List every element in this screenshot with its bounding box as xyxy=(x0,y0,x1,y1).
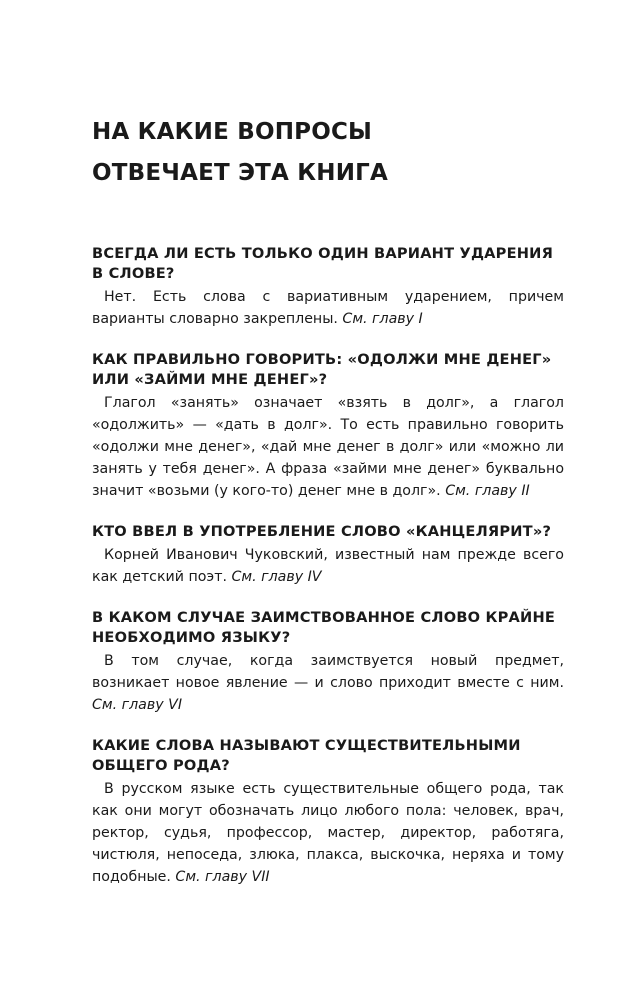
question-text: КАКИЕ СЛОВА НАЗЫВАЮТ СУЩЕСТВИТЕЛЬНЫМИ ОБЩЕГО РОДА? xyxy=(92,737,521,774)
chapter-reference: См. главу VII xyxy=(175,869,270,885)
answer-body: Корней Иванович Чуковский, известный нам прежде всего как детский поэт. xyxy=(92,547,564,585)
answer-text xyxy=(92,392,564,502)
question-text: КТО ВВЕЛ В УПОТРЕБЛЕНИЕ СЛОВО «КАНЦЕЛЯРИТ»? xyxy=(92,523,552,540)
qa-item-5 xyxy=(92,736,564,888)
answer-body: Глагол «занять» означает «взять в долг», а глагол «одолжить» — «дать в долг». То есть правильно говорить «одолжи мне денег», «дай мне денег в долг» или «можно ли занять у тебя денег». А фраза «займи мне денег» буквально значит «возьми (у кого-то) денег мне в долг». xyxy=(92,395,564,499)
page-title xyxy=(92,112,564,194)
answer-body: В том случае, когда заимствуется новый предмет, возникает новое явление — и слово приходит вместе с ним. xyxy=(92,653,564,691)
answer-body: В русском языке есть существительные общего рода, так как они могут обозначать лицо любого пола: человек, врач, ректор, судья, профессор, мастер, директор, работяга, чистюля, непоседа, злюка, плакса, выскочка, неряха и тому подобные. xyxy=(92,781,564,885)
page-title-line-2: ОТВЕЧАЕТ ЭТА КНИГА xyxy=(92,160,389,186)
book-page xyxy=(92,112,564,908)
page-title-line-1: НА КАКИЕ ВОПРОСЫ xyxy=(92,119,373,145)
chapter-reference: См. главу I xyxy=(342,311,423,327)
chapter-reference: См. главу II xyxy=(445,483,530,499)
answer-text xyxy=(92,286,564,330)
answer-text xyxy=(92,778,564,888)
answer-body: Нет. Есть слова с вариативным ударением, причем варианты словарно закреплены. xyxy=(92,289,564,327)
question-text: ВСЕГДА ЛИ ЕСТЬ ТОЛЬКО ОДИН ВАРИАНТ УДАРЕНИЯ В СЛОВЕ? xyxy=(92,245,554,282)
qa-item-4 xyxy=(92,608,564,716)
qa-item-2 xyxy=(92,350,564,502)
question-text: В КАКОМ СЛУЧАЕ ЗАИМСТВОВАННОЕ СЛОВО КРАЙНЕ НЕОБХОДИМО ЯЗЫКУ? xyxy=(92,609,556,646)
qa-item-3 xyxy=(92,522,564,588)
answer-text xyxy=(92,544,564,588)
answer-text xyxy=(92,650,564,716)
qa-item-1 xyxy=(92,244,564,330)
chapter-reference: См. главу VI xyxy=(92,697,183,713)
chapter-reference: См. главу IV xyxy=(231,569,322,585)
question-text: КАК ПРАВИЛЬНО ГОВОРИТЬ: «ОДОЛЖИ МНЕ ДЕНЕГ» ИЛИ «ЗАЙМИ МНЕ ДЕНЕГ»? xyxy=(92,351,552,388)
